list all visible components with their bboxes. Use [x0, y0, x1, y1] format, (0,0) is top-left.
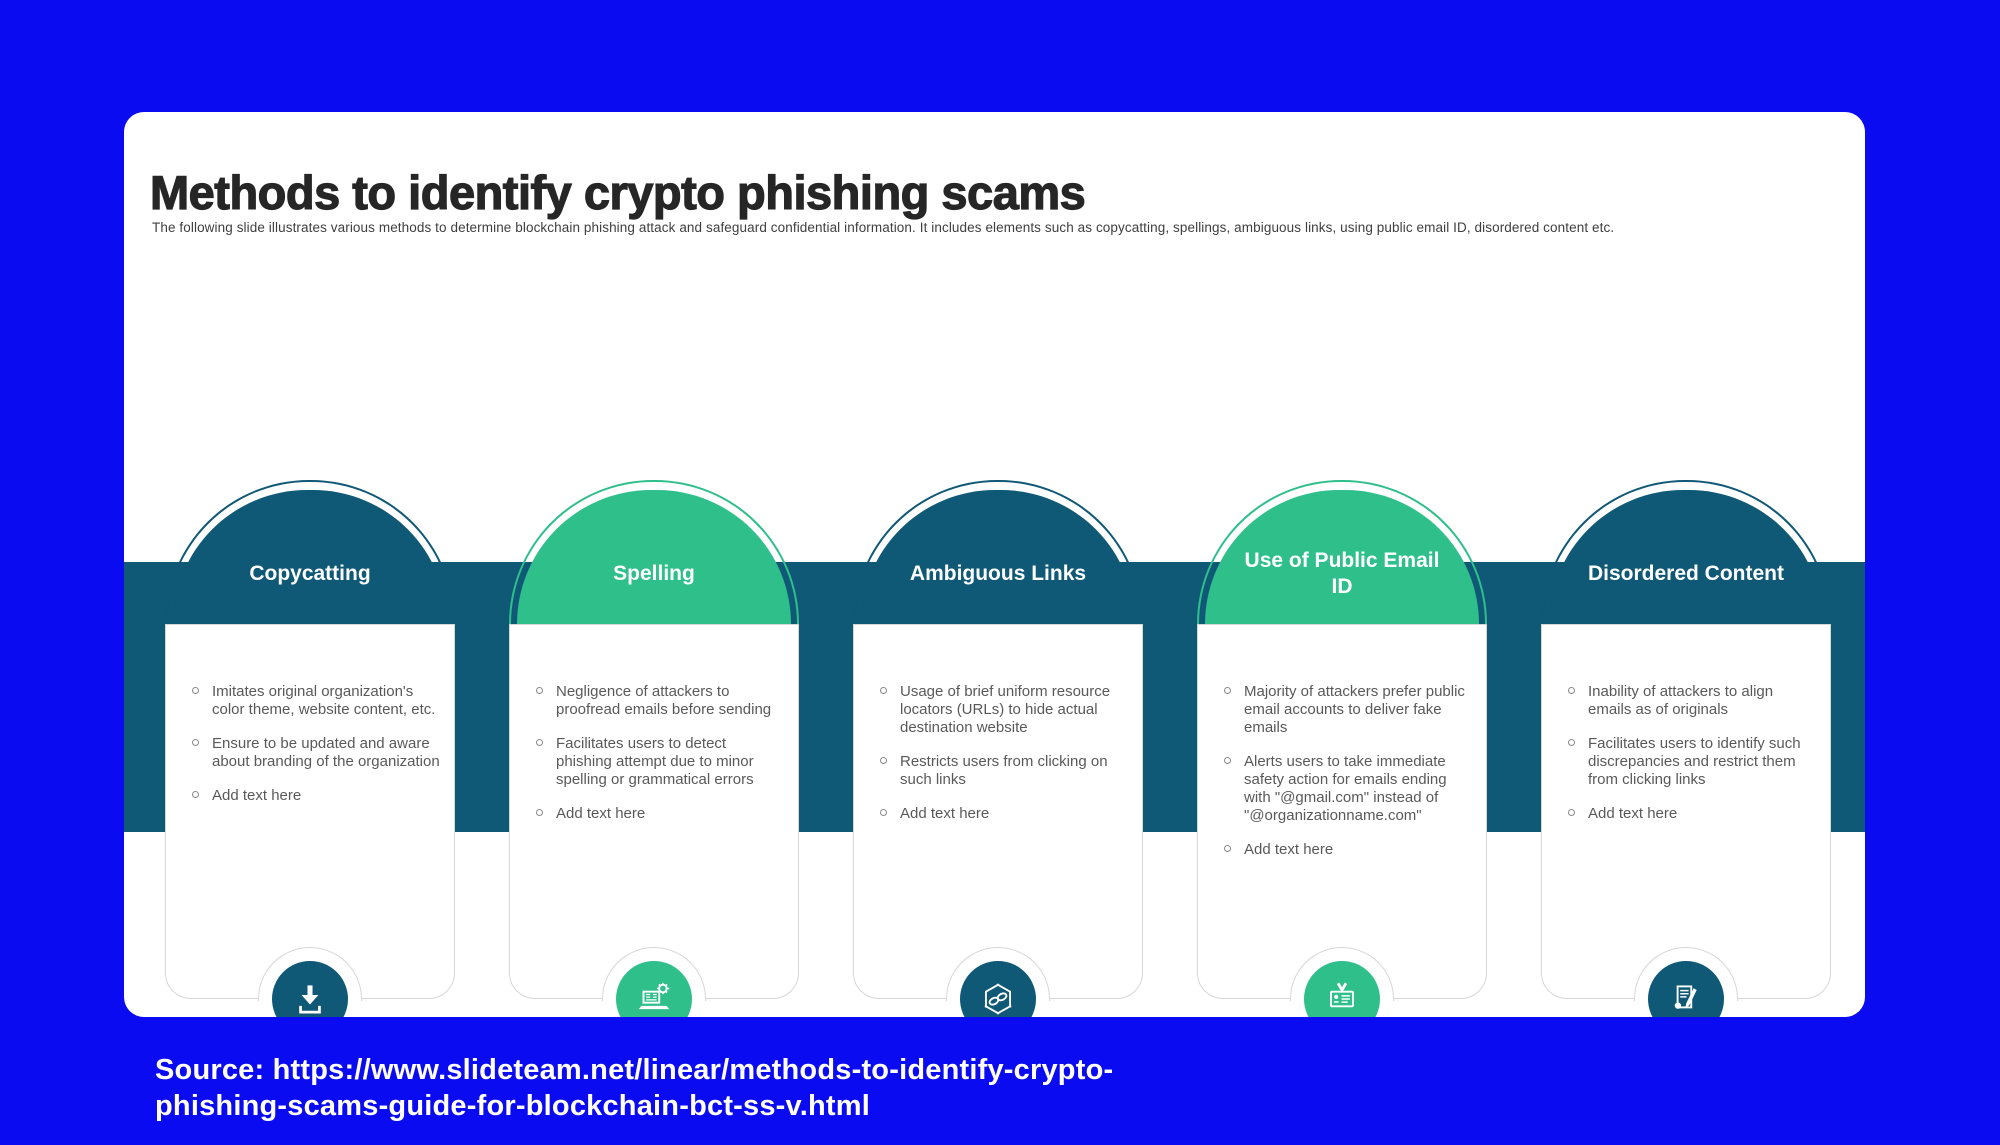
bullet-text: Add text here: [212, 787, 302, 804]
bullet-marker-icon: [192, 687, 199, 694]
bullet-marker-icon: [1568, 809, 1575, 816]
bullet-text: Facilitates users to identify such discrepancies and restrict them from clicking links: [1588, 735, 1801, 788]
dome-header: [1549, 490, 1823, 624]
document-pencil-icon-glyph: [1665, 978, 1707, 1017]
bullet-list: [510, 625, 798, 823]
bullet-item: [192, 735, 440, 771]
method-column-public-email-id: [1197, 480, 1487, 1017]
bullet-list: [1542, 625, 1830, 823]
source-line-1: Source: https://www.slideteam.net/linear/methods-to-identify-crypto-: [155, 1054, 1114, 1086]
bullet-item: [1224, 683, 1472, 737]
bullet-item: [192, 683, 440, 719]
bullet-item: [536, 735, 784, 789]
bullet-item: [536, 683, 784, 719]
bullet-marker-icon: [1568, 739, 1575, 746]
dome-header: [1205, 490, 1479, 624]
method-card: [1541, 624, 1831, 999]
method-title: Copycatting: [249, 562, 371, 585]
bullet-marker-icon: [880, 757, 887, 764]
bullet-text: Ensure to be updated and aware about branding of the organization: [212, 735, 440, 770]
method-card: [165, 624, 455, 999]
method-title: Disordered Content: [1587, 562, 1784, 585]
bullet-item: [880, 683, 1128, 737]
bullet-text: Facilitates users to detect phishing attempt due to minor spelling or grammatical errors: [556, 735, 754, 788]
bullet-marker-icon: [1224, 757, 1231, 764]
bullet-text: Imitates original organization's color theme, website content, etc.: [212, 683, 436, 718]
bullet-text: Add text here: [1244, 841, 1334, 858]
bullet-item: [1568, 683, 1816, 719]
bullet-item: [1568, 805, 1816, 823]
source-line-2: phishing-scams-guide-for-blockchain-bct-ss-v.html: [155, 1090, 870, 1122]
bullet-text: Negligence of attackers to proofread emails before sending: [556, 683, 772, 718]
bullet-marker-icon: [1568, 687, 1575, 694]
bullet-marker-icon: [1224, 845, 1231, 852]
bullet-list: [166, 625, 454, 805]
method-card: [1197, 624, 1487, 999]
laptop-gear-icon-glyph: [633, 978, 675, 1017]
bullet-item: [536, 805, 784, 823]
broken-link-icon-glyph: [977, 978, 1019, 1017]
bullet-marker-icon: [192, 791, 199, 798]
bullet-marker-icon: [192, 739, 199, 746]
method-title: Spelling: [613, 562, 695, 585]
method-title: Ambiguous Links: [909, 562, 1087, 585]
method-column-ambiguous-links: [853, 480, 1143, 1017]
bullet-marker-icon: [536, 739, 543, 746]
bullet-text: Majority of attackers prefer public email accounts to deliver fake emails: [1244, 683, 1465, 736]
bullet-text: Add text here: [1588, 805, 1678, 822]
dome-header: [517, 490, 791, 624]
bullet-text: Usage of brief uniform resource locators (URLs) to hide actual destination website: [900, 683, 1111, 736]
bullet-text: Alerts users to take immediate safety action for emails ending with "@gmail.com" instead of "@organizationname.com": [1244, 753, 1447, 824]
bullet-text: Restricts users from clicking on such links: [900, 753, 1108, 788]
method-card: [853, 624, 1143, 999]
bullet-item: [1568, 735, 1816, 789]
bullet-item: [1224, 753, 1472, 825]
method-card: [509, 624, 799, 999]
bullet-list: [1198, 625, 1486, 859]
bullet-item: [880, 753, 1128, 789]
bullet-text: Inability of attackers to align emails as of originals: [1588, 683, 1774, 718]
bullet-marker-icon: [880, 687, 887, 694]
dome-header: [173, 490, 447, 624]
bullet-list: [854, 625, 1142, 823]
dome-header: [861, 490, 1135, 624]
id-badge-icon-glyph: [1321, 978, 1363, 1017]
bullet-marker-icon: [536, 809, 543, 816]
method-column-disordered-content: [1541, 480, 1831, 1017]
bullet-text: Add text here: [556, 805, 646, 822]
bullet-item: [1224, 841, 1472, 859]
download-icon-glyph: [289, 978, 331, 1017]
method-title: Use of Public Email ID: [1244, 549, 1440, 598]
bullet-text: Add text here: [900, 805, 990, 822]
slide-subtitle: The following slide illustrates various methods to determine blockchain phishing attack and safeguard confidential information. It includes elements such as copycatting, spellings, ambiguous links, using public email ID, disordered content etc.: [152, 220, 1615, 235]
source-caption: [155, 1052, 1113, 1124]
bullet-marker-icon: [1224, 687, 1231, 694]
bullet-item: [880, 805, 1128, 823]
method-column-copycatting: [165, 480, 455, 1017]
bullet-marker-icon: [536, 687, 543, 694]
bullet-item: [192, 787, 440, 805]
slide-canvas: [124, 112, 1865, 1017]
page-title: Methods to identify crypto phishing scams: [150, 166, 1086, 220]
bullet-marker-icon: [880, 809, 887, 816]
method-column-spelling: [509, 480, 799, 1017]
